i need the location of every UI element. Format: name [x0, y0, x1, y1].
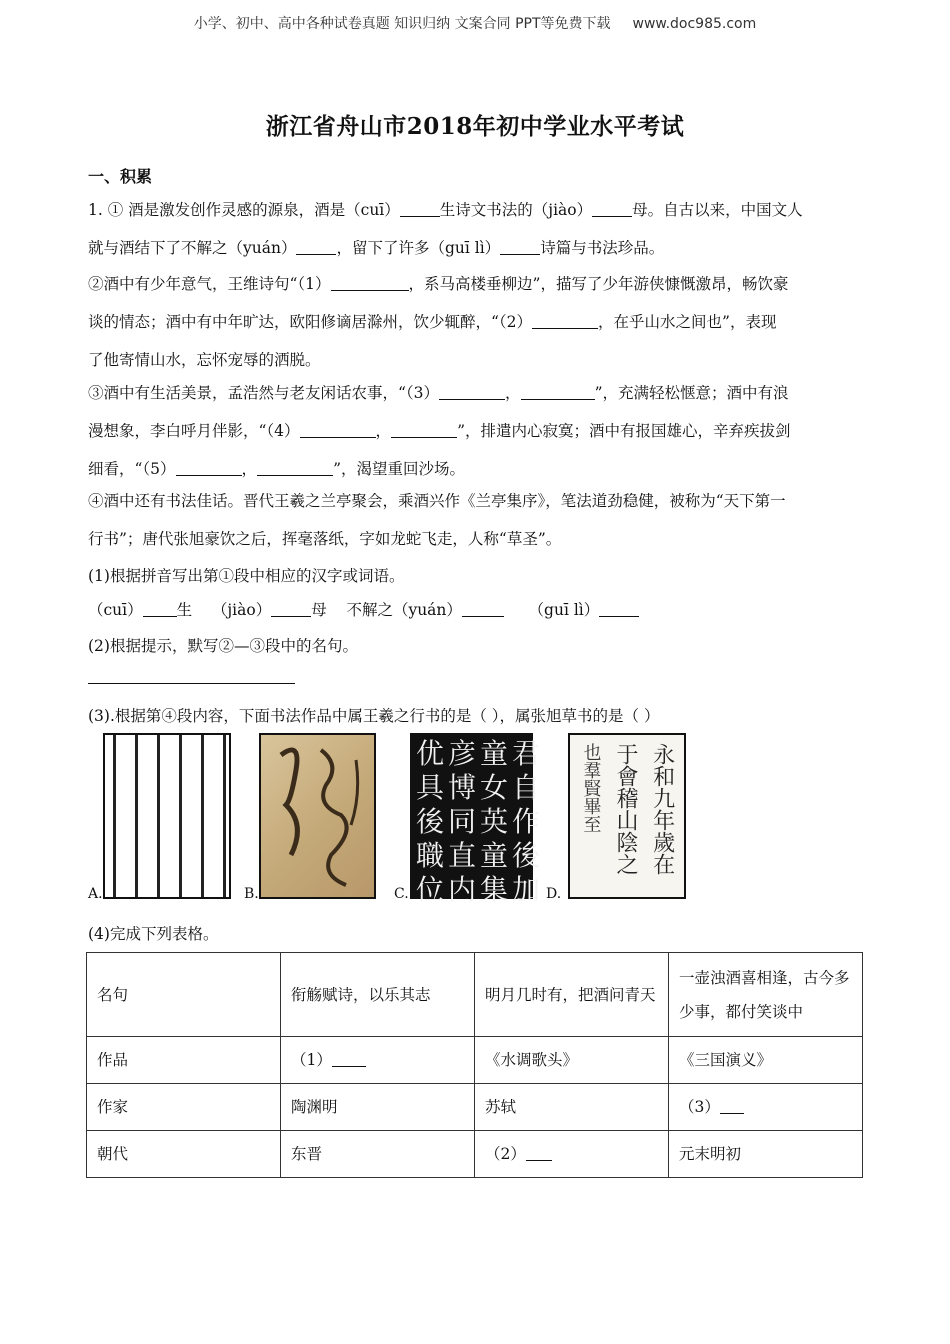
table-cell[interactable]: （3）: [669, 1084, 863, 1131]
table-row: [87, 1084, 863, 1131]
table-cell: 名句: [87, 953, 281, 1037]
answer-blank[interactable]: [296, 236, 336, 255]
calligraphy-glyph: 彦: [448, 737, 477, 770]
answer-blank[interactable]: [720, 1095, 744, 1114]
section-heading: 一、积累: [88, 167, 153, 186]
calligraphy-glyph: 集: [480, 873, 509, 906]
answer-blank[interactable]: [143, 598, 177, 617]
table-cell: 明月几时有，把酒问青天: [475, 953, 669, 1037]
page-title: 浙江省舟山市2018年初中学业水平考试: [265, 113, 685, 140]
table-cell: 陶渊明: [281, 1084, 475, 1131]
page-header: [0, 13, 950, 33]
answer-blank[interactable]: [391, 419, 457, 438]
calligraphy-image-c[interactable]: [410, 733, 541, 906]
table-row: [87, 1131, 863, 1178]
answer-blank[interactable]: [500, 236, 540, 255]
answer-blank[interactable]: [400, 198, 440, 217]
calligraphy-glyph: 英: [480, 805, 509, 838]
table-cell: 作品: [87, 1037, 281, 1084]
sub-question-3: (3).根据第④段内容，下面书法作品中属王羲之行书的是（ ），属张旭草书的是（ ）: [88, 707, 660, 725]
table-cell: 《水调歌头》: [475, 1037, 669, 1084]
calligraphy-image-d[interactable]: [568, 733, 686, 899]
header-text: 小学、初中、高中各种试卷真题 知识归纳 文案合同 PPT等免费下载: [193, 16, 611, 32]
calligraphy-glyph: 童: [480, 737, 509, 770]
calligraphy-glyph: 同: [448, 805, 477, 838]
answer-blank[interactable]: [257, 457, 333, 476]
table-cell: 朝代: [87, 1131, 281, 1178]
sub-question-1: (1)根据拼音写出第①段中相应的汉字或词语。: [88, 567, 405, 585]
table-row: [87, 953, 863, 1037]
calligraphy-glyph: 女: [480, 771, 509, 804]
answer-blank[interactable]: [300, 419, 376, 438]
calligraphy-glyph: 後: [416, 805, 445, 838]
table-cell[interactable]: （1）: [281, 1037, 475, 1084]
paragraph-4: ④酒中还有书法佳话。晋代王羲之兰亭聚会，乘酒兴作《兰亭集序》，笔法道劲稳健，被称为“天下第一 行书”；唐代张旭豪饮之后，挥毫落纸，字如龙蛇飞走，人称“草圣”。: [88, 492, 786, 548]
table-cell: 作家: [87, 1084, 281, 1131]
sub-question-2: (2)根据提示，默写②—③段中的名句。: [88, 637, 358, 655]
calligraphy-glyph: 优: [416, 737, 445, 770]
table-cell: 衔觞赋诗，以乐其志: [281, 953, 475, 1037]
paragraph-2: ②酒中有少年意气，王维诗句“（1） ，系马高楼垂柳边”，描写了少年游侠慷慨激昂，畅饮豪 谈的情态；酒中有中年旷达，欧阳修谪居滁州，饮少辄醉，“（2） ，在乎山水之间也”，表现 了他寄情山水，忘怀宠辱的洒脱。: [88, 265, 866, 379]
calligraphy-glyph: 具: [416, 771, 445, 804]
table-cell[interactable]: （2）: [475, 1131, 669, 1178]
option-a-label[interactable]: A.: [88, 886, 103, 902]
calligraphy-image-b[interactable]: [259, 733, 376, 899]
paragraph-3: ③酒中有生活美景，孟浩然与老友闲话农事，“（3） ， ”，充满轻松惬意；酒中有浪 漫想象，李白呼月伴影，“（4） ， ”，排遣内心寂寞；酒中有报国雄心，辛弃疾拔剑 细看，“（5） ， ”，渴望重回沙场。: [88, 374, 866, 488]
option-d-label[interactable]: D.: [546, 886, 562, 902]
answer-blank[interactable]: [332, 1048, 366, 1067]
calligraphy-glyph: 君: [512, 737, 541, 770]
option-c-label[interactable]: C.: [394, 886, 409, 902]
option-b-label[interactable]: B.: [244, 886, 259, 902]
calligraphy-glyph: 自: [512, 771, 541, 804]
table-cell: 一壶浊酒喜相逢，古今多少事，都付笑谈中: [669, 953, 863, 1037]
calligraphy-glyph: 直: [448, 839, 477, 872]
calligraphy-glyph: 博: [448, 771, 477, 804]
sub-question-1-answers: （cuī） 生 （jiào） 母 不解之（yuán） （guī lì）: [88, 598, 639, 620]
calligraphy-glyph: 職: [416, 839, 445, 872]
table-cell: 《三国演义》: [669, 1037, 863, 1084]
calligraphy-glyph: 加: [512, 873, 541, 906]
calligraphy-glyph: 位: [416, 873, 445, 906]
table-cell: 东晋: [281, 1131, 475, 1178]
calligraphy-glyph: 内: [448, 873, 477, 906]
answer-blank[interactable]: [521, 381, 595, 400]
answer-blank[interactable]: [532, 310, 598, 329]
table-cell: 苏轼: [475, 1084, 669, 1131]
calligraphy-glyph: 作: [512, 805, 541, 838]
table-cell: 元末明初: [669, 1131, 863, 1178]
answer-blank[interactable]: [331, 272, 409, 291]
calligraphy-column: 也羣賢畢至: [580, 743, 602, 833]
cursive-strokes: [261, 735, 374, 897]
paragraph-1: 1. ① 酒是激发创作灵感的源泉，酒是（cuī） 生诗文书法的（jiào） 母。自古以来，中国文人 就与酒结下了不解之（yuán） ，留下了许多（guī lì） 诗篇与书法珍品。: [88, 191, 866, 267]
table-row: [87, 1037, 863, 1084]
calligraphy-glyph: 後: [512, 839, 541, 872]
answer-blank[interactable]: [526, 1142, 552, 1161]
answer-blank[interactable]: [592, 198, 632, 217]
answer-blank[interactable]: [271, 598, 311, 617]
sub-question-4: (4)完成下列表格。: [88, 925, 219, 943]
answer-table: [86, 952, 863, 1178]
calligraphy-column: 于會稽山陰之: [612, 743, 638, 875]
calligraphy-image-a[interactable]: [103, 733, 231, 899]
calligraphy-glyph: 童: [480, 839, 509, 872]
answer-blank[interactable]: [439, 381, 505, 400]
answer-blank[interactable]: [176, 457, 242, 476]
answer-line[interactable]: [88, 683, 295, 684]
answer-blank[interactable]: [599, 598, 639, 617]
answer-blank[interactable]: [462, 598, 504, 617]
calligraphy-column: 永和九年歲在: [649, 743, 675, 875]
header-url[interactable]: www.doc985.com: [632, 16, 757, 32]
